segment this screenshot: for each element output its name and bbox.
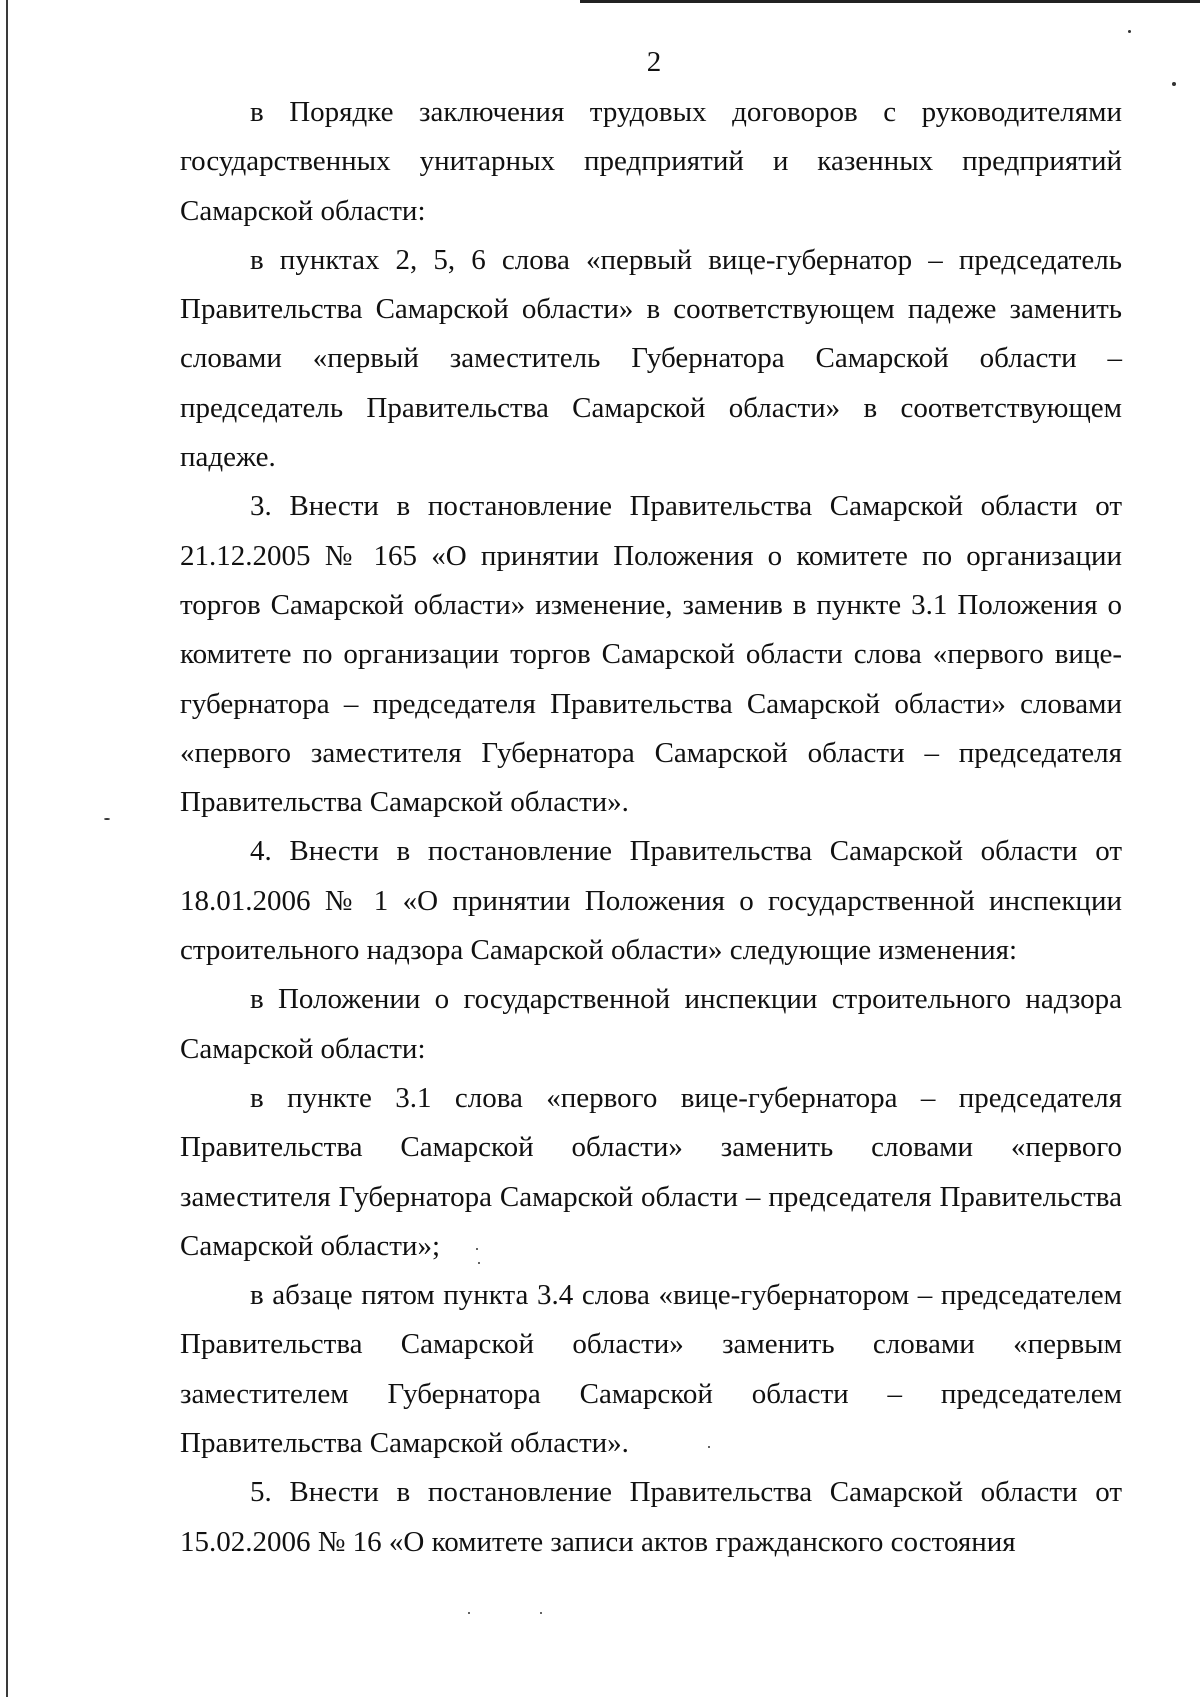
paragraph-item-4: 4. Внести в постановление Правительства Самарской области от 18.01.2006 № 1 «О принятии Положения о государственной инспекции строительного надзора Самарской области» следующие изменения: (180, 835, 1122, 967)
paragraph-order-items: в пунктах 2, 5, 6 слова «первый вице-губернатор – председатель Правительства Самарской области» в соответствующем падеже заменить словами «первый заместитель Губернатора Самарской области – председатель Правительства Самарской области» в соответствующем падеже. (180, 243, 1122, 474)
scan-speck (708, 1446, 710, 1448)
page-number: 2 (646, 46, 662, 78)
paragraph-point-3-4: в абзаце пятом пункта 3.4 слова «вице-губернатором – председателем Правительства Самарской области» заменить словами «первым заместителем Губернатора Самарской области – председателем Правительства Самарской области». (180, 1279, 1122, 1460)
paragraph-item-3: 3. Внести в постановление Правительства Самарской области от 21.12.2005 № 165 «О принятии Положения о комитете по организации торгов Самарской области» изменение, заменив в пункте 3.1 Положения о комитете по организации торгов Самарской области слова «первого вице-губернатора – председателя Правительства Самарской области» словами «первого заместителя Губернатора Самарской области – председателя Правительства Самарской области». (180, 490, 1122, 819)
paragraph-order-title: в Порядке заключения трудовых договоров с руководителями государственных унитарных предприятий и казенных предприятий Самарской области: (180, 96, 1122, 227)
scan-left-edge (6, 0, 8, 1697)
paragraph-point-3-1: в пункте 3.1 слова «первого вице-губернатора – председателя Правительства Самарской области» заменить словами «первого заместителя Губернатора Самарской области – председателя Правительства Самарской области»; (180, 1081, 1122, 1262)
paragraph-item-5: 5. Внести в постановление Правительства Самарской области от 15.02.2006 № 16 «О комитете записи актов гражданского состояния (180, 1476, 1122, 1558)
scan-speck (540, 1612, 542, 1614)
scan-speck (476, 1248, 478, 1250)
scan-top-edge (580, 0, 1200, 3)
scan-speck (1128, 30, 1131, 33)
document-body (180, 88, 1122, 1567)
scan-speck (468, 1612, 470, 1614)
scan-speck (104, 818, 110, 820)
scan-speck (478, 1262, 480, 1264)
paragraph-regulation-title: в Положении о государственной инспекции строительного надзора Самарской области: (180, 983, 1122, 1065)
scan-speck (1172, 82, 1176, 86)
